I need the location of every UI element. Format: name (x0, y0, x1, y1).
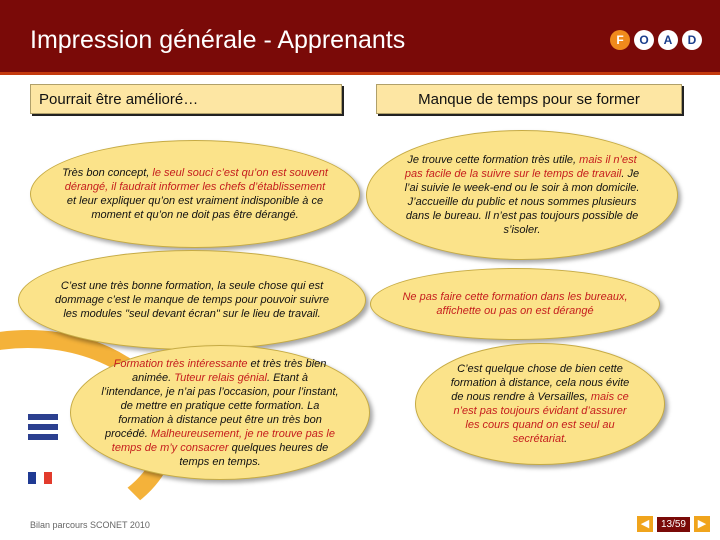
comment-bubble (30, 140, 360, 248)
logo-letter: D (682, 30, 702, 50)
comment-text-part: Je trouve cette formation très utile, (407, 154, 580, 166)
highlighted-text: Tuteur relais génial (174, 371, 267, 384)
comment-bubble (415, 343, 665, 465)
comment-text-part: C’est quelque chose de bien cette formation à distance, cela nous évite de nous rendre à Versailles, (450, 363, 630, 403)
logo-letter: F (610, 30, 630, 50)
highlighted-text: Malheureusement, je ne trouve pas le temps de m’y consacrer (111, 427, 335, 454)
title-bar (0, 0, 720, 75)
logo-letter: O (634, 30, 654, 50)
institution-logo (22, 410, 68, 490)
prev-slide-button[interactable]: ◀ (637, 516, 653, 532)
comment-text (61, 166, 329, 222)
logo-stripe (28, 434, 58, 440)
french-flag-icon (28, 472, 52, 484)
foad-logo (610, 30, 702, 50)
comment-bubble (370, 268, 660, 340)
comment-bubble (70, 345, 370, 480)
highlighted-text: mais ce n’est pas toujours évidant d’assurer les cours quand on est seul au secrétariat (453, 391, 629, 445)
comment-text-part: et leur expliquer qu’on est vraiment indisponible à ce moment et qu’on ne doit pas être dérangé. (66, 195, 324, 221)
comment-text (446, 362, 634, 446)
highlighted-text: Formation très intéressante (113, 357, 248, 370)
comment-text (49, 279, 335, 321)
comment-text-part: quelques heures de temps en temps. (179, 441, 329, 468)
slide-navigation (637, 516, 710, 532)
footer-text: Bilan parcours SCONET 2010 (30, 520, 150, 530)
comment-text-part: . (564, 433, 568, 445)
logo-letter: A (658, 30, 678, 50)
comment-text-part: Très bon concept, (62, 167, 153, 179)
logo-stripe (28, 424, 58, 430)
comment-text-part: . Etant à l’intendance, je n’ai pas l’occasion, pour l’instant, de mettre en pratique cette formation. La formation à distance peut être un très bon procédé. (101, 371, 339, 440)
logo-stripe (28, 414, 58, 420)
header-lack-of-time: Manque de temps pour se former (376, 84, 682, 114)
highlighted-text: le seul souci c’est qu’on est souvent dérangé, il faudrait informer les chefs d’établissement (64, 167, 328, 193)
slide-title: Impression générale - Apprenants (30, 26, 406, 54)
comment-bubble (18, 250, 366, 350)
comment-text-part: et très très bien animée. (132, 357, 327, 384)
header-improvable: Pourrait être amélioré… (30, 84, 342, 114)
page-number: 13/59 (657, 517, 690, 532)
comment-text (401, 290, 629, 318)
next-slide-button[interactable]: ▶ (694, 516, 710, 532)
highlighted-text: Ne pas faire cette formation dans les bureaux, affichette ou pas on est dérangé (402, 291, 628, 317)
comment-text (397, 153, 647, 237)
comment-text-part: C’est une très bonne formation, la seule chose qui est dommage c’est le manque de temps pour pouvoir suivre les modules "seul devant écran" sur le lieu de travail. (55, 280, 329, 320)
comment-bubble (366, 130, 678, 260)
comment-text (101, 357, 339, 469)
highlighted-text: mais il n’est pas facile de la suivre sur le temps de travail (404, 154, 637, 180)
comment-text-part: . Je l’ai suivie le week-end ou le soir à mon domicile. J’accueille du public et nous sommes plusieurs dans le bureau. Il n’est pas toujours possible de s’isoler. (404, 168, 640, 236)
